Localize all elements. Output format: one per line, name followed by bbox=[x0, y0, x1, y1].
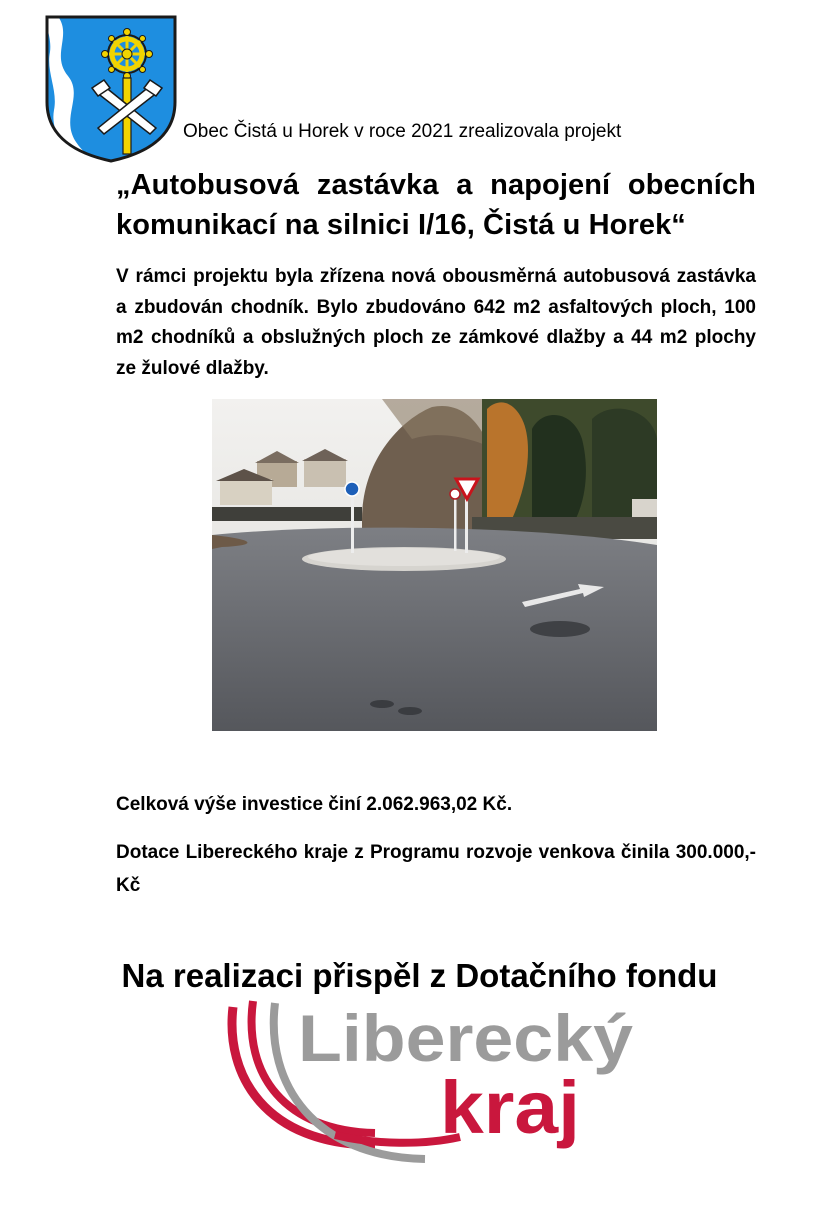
project-title: „Autobusová zastávka a napojení obecních komunikací na silnici I/16, Čistá u Horek“ bbox=[116, 169, 756, 241]
intro-text: Obec Čistá u Horek v roce 2021 zrealizovala projekt bbox=[183, 121, 622, 142]
logo-word-liberecky: Liberecký bbox=[298, 1001, 634, 1075]
logo-word-kraj: kraj bbox=[440, 1066, 580, 1149]
coat-of-arms bbox=[44, 14, 178, 164]
roundabout-photo bbox=[212, 399, 657, 731]
fund-heading: Na realizaci přispěl z Dotačního fondu bbox=[121, 957, 718, 994]
subsidy-text: Dotace Libereckého kraje z Programu rozvoje venkova činila 300.000,- Kč bbox=[116, 842, 756, 896]
liberecky-kraj-logo bbox=[225, 995, 660, 1170]
project-description: V rámci projektu byla zřízena nová obousměrná autobusová zastávka a zbudován chodník. Bylo zbudováno 642 m2 asfaltových ploch, 100 m2 chodníků a obslužných ploch ze zámkové dlažby a 44 m2 plochy ze žulové dlažby. bbox=[116, 266, 756, 379]
investment-text: Celková výše investice činí 2.062.963,02 Kč. bbox=[116, 794, 513, 815]
